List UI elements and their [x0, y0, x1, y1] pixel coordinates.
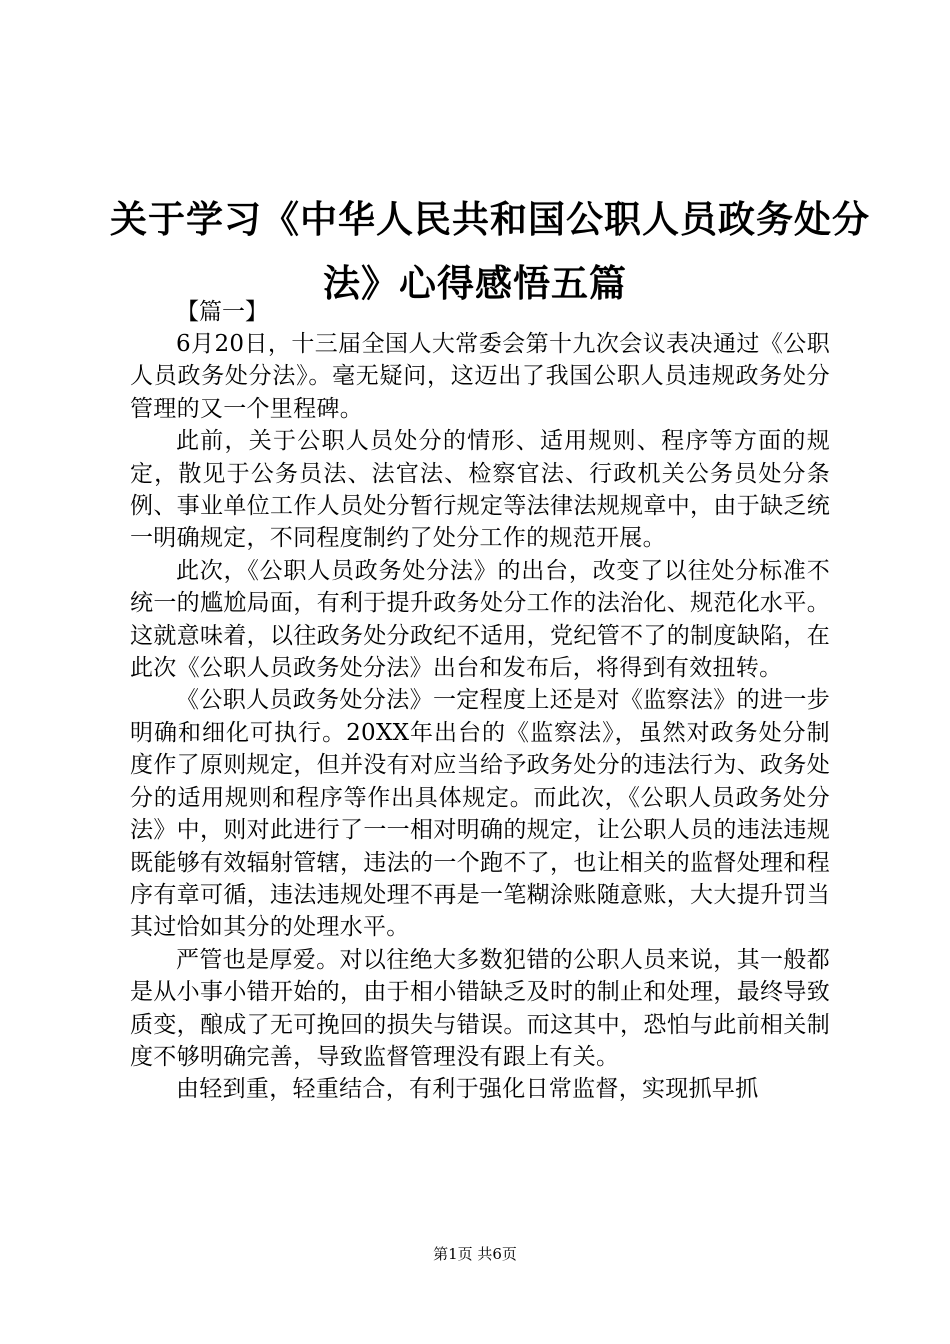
- paragraph-4: 《公职人员政务处分法》一定程度上还是对《监察法》的进一步明确和细化可执行。20XX年出台的《监察法》，虽然对政务处分制度作了原则规定，但并没有对应当给予政务处分的违法行为、政务处分的适用规则和程序等作出具体规定。而此次，《公职人员政务处分法》中，则对此进行了一一相对明确的规定，让公职人员的违法违规既能够有效辐射管辖，违法的一个跑不了，也让相关的监督处理和程序有章可循，违法违规处理不再是一笔糊涂账随意账，大大提升罚当其过恰如其分的处理水平。: [130, 687, 830, 941]
- document-body: [130, 296, 830, 1106]
- section-label: 【篇一】: [176, 299, 268, 325]
- paragraph-2: 此前，关于公职人员处分的情形、适用规则、程序等方面的规定，散见于公务员法、法官法、检察官法、行政机关公务员处分条例、事业单位工作人员处分暂行规定等法律法规规章中，由于缺乏统一明确规定，不同程度制约了处分工作的规范开展。: [130, 428, 830, 552]
- title-line-2: 法》心得感悟五篇: [323, 262, 627, 305]
- title-line-1: 关于学习《中华人民共和国公职人员政务处分: [110, 198, 870, 241]
- paragraph-1: 6月20日，十三届全国人大常委会第十九次会议表决通过《公职人员政务处分法》。毫无疑问，这迈出了我国公职人员违规政务处分管理的又一个里程碑。: [130, 331, 830, 422]
- paragraph-6: 由轻到重，轻重结合，有利于强化日常监督，实现抓早抓: [176, 1076, 759, 1103]
- page-footer: [0, 1244, 950, 1264]
- page-number: 第1页 共6页: [433, 1245, 517, 1263]
- paragraph-3: 此次，《公职人员政务处分法》的出台，改变了以往处分标准不统一的尴尬局面，有利于提升政务处分工作的法治化、规范化水平。这就意味着，以往政务处分政纪不适用，党纪管不了的制度缺陷，在此次《公职人员政务处分法》出台和发布后，将得到有效扭转。: [130, 557, 830, 682]
- paragraph-5: 严管也是厚爱。对以往绝大多数犯错的公职人员来说，其一般都是从小事小错开始的，由于相小错缺乏及时的制止和处理，最终导致质变，酿成了无可挽回的损失与错误。而这其中，恐怕与此前相关制度不够明确完善，导致监督管理没有跟上有关。: [130, 946, 830, 1070]
